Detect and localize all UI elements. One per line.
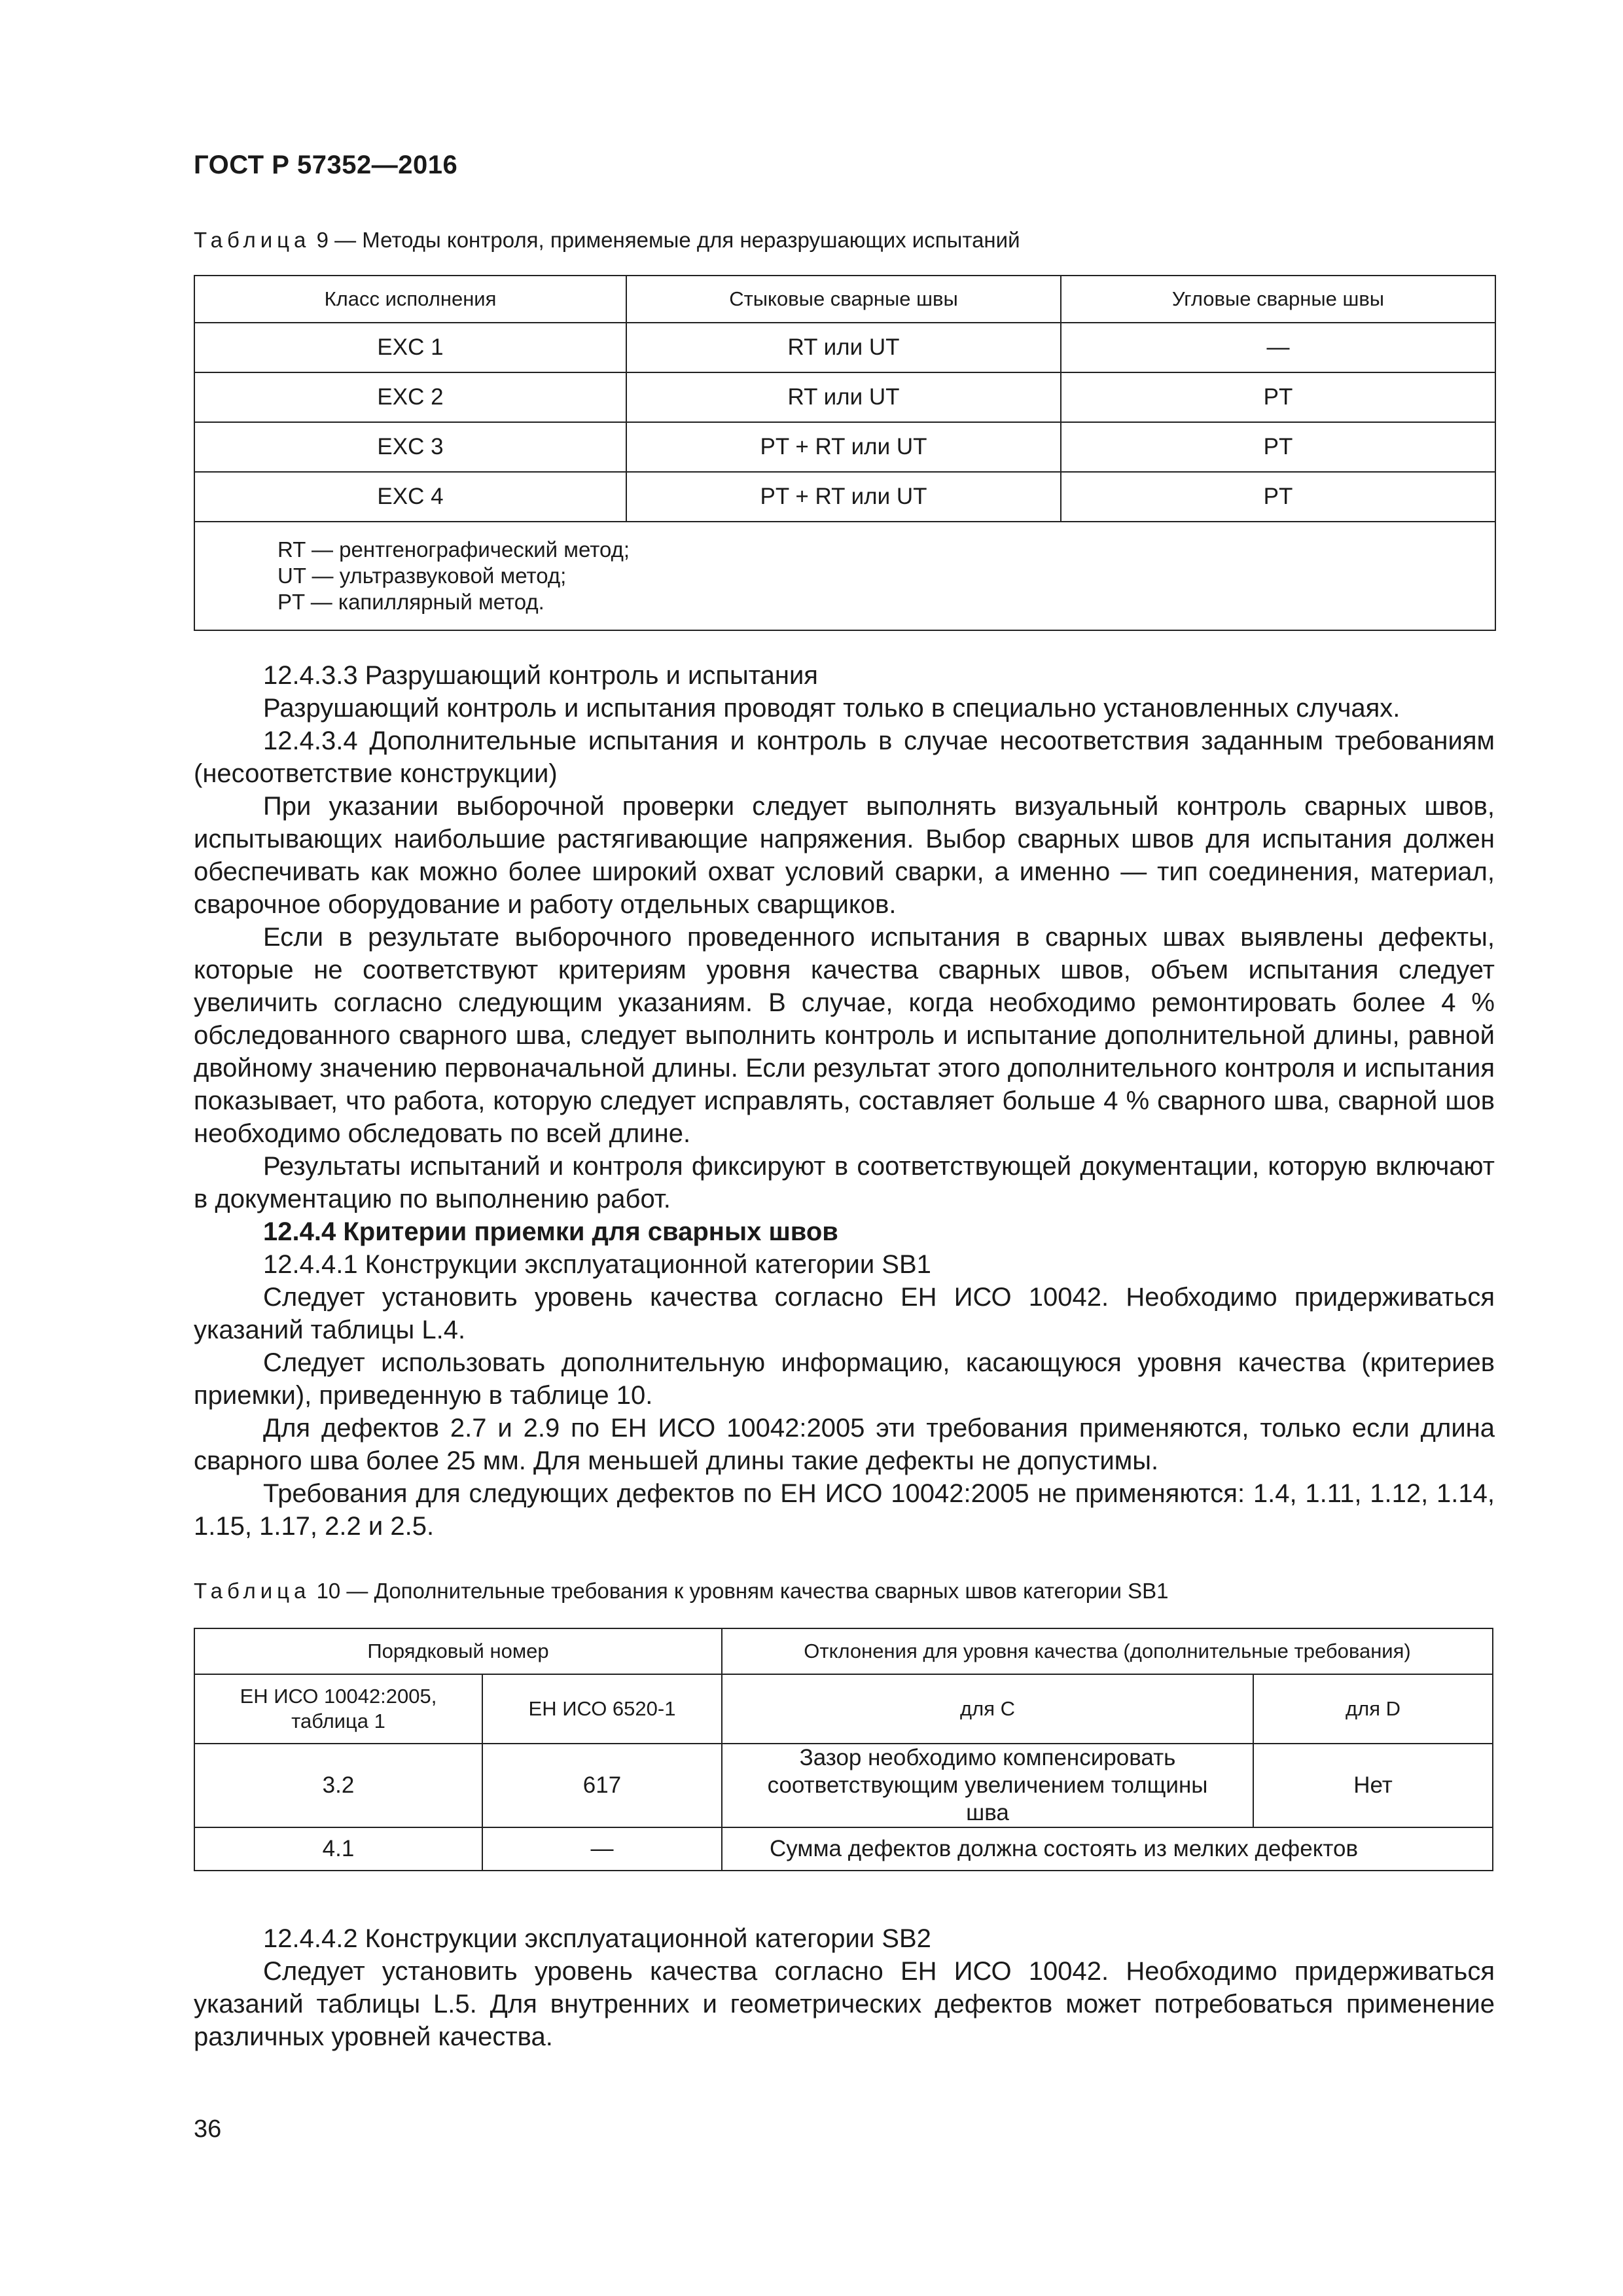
table10-group-header: Порядковый номер	[194, 1628, 722, 1674]
table-cell: —	[482, 1827, 722, 1871]
table-cell: EXC 4	[194, 472, 626, 522]
table9	[194, 275, 1496, 631]
table10-subheader-cell: ЕН ИСО 10042:2005, таблица 1	[194, 1674, 482, 1744]
table9-note: UT — ультразвуковой метод;	[277, 564, 567, 588]
section-heading: 12.4.3.4 Дополнительные испытания и контроль в случае несоответствия заданным требованиям (несоответствие конструкции)	[194, 726, 1495, 788]
table-cell: PT	[1061, 422, 1495, 472]
table10-subheader-cell: для D	[1253, 1674, 1493, 1744]
table10	[194, 1628, 1493, 1871]
table-cell: RT или UT	[626, 372, 1061, 422]
page-number: 36	[194, 2115, 222, 2143]
table9-header-cell: Стыковые сварные швы	[626, 276, 1061, 323]
table10-caption-text: 10 — Дополнительные требования к уровням качества сварных швов категории SB1	[316, 1579, 1169, 1603]
table9-caption	[194, 228, 1020, 253]
table-cell: EXC 2	[194, 372, 626, 422]
paragraph: Следует использовать дополнительную информацию, касающуюся уровня качества (критериев приемки), приведенную в таблице 10.	[194, 1348, 1495, 1410]
table10-group-header-row	[194, 1628, 1493, 1674]
table-cell: Зазор необходимо компенсировать соответствующим увеличением толщины шва	[722, 1744, 1253, 1827]
section-heading: 12.4.4.1 Конструкции эксплуатационной категории SB1	[263, 1250, 931, 1279]
table-cell: EXC 3	[194, 422, 626, 472]
paragraph: Следует установить уровень качества согласно ЕН ИСО 10042. Необходимо придерживаться указаний таблицы L.4.	[194, 1283, 1495, 1344]
paragraph: Результаты испытаний и контроля фиксируют в соответствующей документации, которую включают в документацию по выполнению работ.	[194, 1152, 1495, 1213]
section-text-2	[194, 1922, 1495, 2053]
table9-header-row	[194, 276, 1495, 323]
table9-notes-row	[194, 522, 1495, 630]
table9-caption-word: Таблица	[194, 228, 311, 252]
table10-subheader-cell: для С	[722, 1674, 1253, 1744]
table-row	[194, 1827, 1493, 1871]
section-text-1	[194, 659, 1495, 1543]
table-cell: PT + RT или UT	[626, 472, 1061, 522]
table-row	[194, 323, 1495, 372]
section-heading-bold: 12.4.4 Критерии приемки для сварных швов	[263, 1217, 838, 1246]
table-cell: EXC 1	[194, 323, 626, 372]
table10-caption-word: Таблица	[194, 1579, 311, 1603]
paragraph: Разрушающий контроль и испытания проводят только в специально установленных случаях.	[263, 694, 1400, 723]
paragraph: Следует установить уровень качества согласно ЕН ИСО 10042. Необходимо придерживаться указаний таблицы L.5. Для внутренних и геометрических дефектов может потребоваться применение различных уровней качества.	[194, 1957, 1495, 2051]
table-row	[194, 422, 1495, 472]
table10-subheader-cell: ЕН ИСО 6520-1	[482, 1674, 722, 1744]
table-cell: Сумма дефектов должна состоять из мелких дефектов	[722, 1827, 1493, 1871]
section-heading: 12.4.4.2 Конструкции эксплуатационной категории SB2	[263, 1924, 931, 1953]
table-cell: PT + RT или UT	[626, 422, 1061, 472]
table-row	[194, 472, 1495, 522]
table-cell: 3.2	[194, 1744, 482, 1827]
paragraph: Если в результате выборочного проведенного испытания в сварных швах выявлены дефекты, которые не соответствуют критериям уровня качества сварных швов, объем испытания следует увеличить согласно следующим указаниям. В случае, когда необходимо ремонтировать более 4 % обследованного сварного шва, следует выполнить контроль и испытание дополнительной длины, равной двойному значению первоначальной длины. Если результат этого дополнительного контроля и испытания показывает, что работа, которую следует исправлять, составляет больше 4 % сварного шва, сварной шов необходимо обследовать по всей длине.	[194, 923, 1495, 1148]
table9-note: PT — капиллярный метод.	[277, 590, 544, 614]
table-row	[194, 1744, 1493, 1827]
table9-header-cell: Угловые сварные швы	[1061, 276, 1495, 323]
paragraph: Для дефектов 2.7 и 2.9 по ЕН ИСО 10042:2005 эти требования применяются, только если длина сварного шва более 25 мм. Для меньшей длины такие дефекты не допустимы.	[194, 1414, 1495, 1475]
table9-notes	[194, 522, 1495, 630]
table-cell: Нет	[1253, 1744, 1493, 1827]
table10-caption	[194, 1579, 1168, 1604]
table9-header-cell: Класс исполнения	[194, 276, 626, 323]
table9-caption-text: 9 — Методы контроля, применяемые для неразрушающих испытаний	[316, 228, 1020, 252]
table-cell: 4.1	[194, 1827, 482, 1871]
table-row	[194, 372, 1495, 422]
table-cell: RT или UT	[626, 323, 1061, 372]
table-cell: —	[1061, 323, 1495, 372]
paragraph: Требования для следующих дефектов по ЕН ИСО 10042:2005 не применяются: 1.4, 1.11, 1.12, 1.14, 1.15, 1.17, 2.2 и 2.5.	[194, 1479, 1495, 1541]
table10-group-header: Отклонения для уровня качества (дополнительные требования)	[722, 1628, 1493, 1674]
document-header: ГОСТ Р 57352—2016	[194, 151, 458, 179]
table9-note: RT — рентгенографический метод;	[277, 537, 630, 562]
table-cell: PT	[1061, 472, 1495, 522]
paragraph: При указании выборочной проверки следует выполнять визуальный контроль сварных швов, испытывающих наибольшие растягивающие напряжения. Выбор сварных швов для испытания должен обеспечивать как можно более широкий охват условий сварки, а именно — тип соединения, материал, сварочное оборудование и работу отдельных сварщиков.	[194, 792, 1495, 919]
table10-subheader-row	[194, 1674, 1493, 1744]
table-cell: PT	[1061, 372, 1495, 422]
table-cell: 617	[482, 1744, 722, 1827]
section-heading: 12.4.3.3 Разрушающий контроль и испытания	[263, 661, 818, 690]
